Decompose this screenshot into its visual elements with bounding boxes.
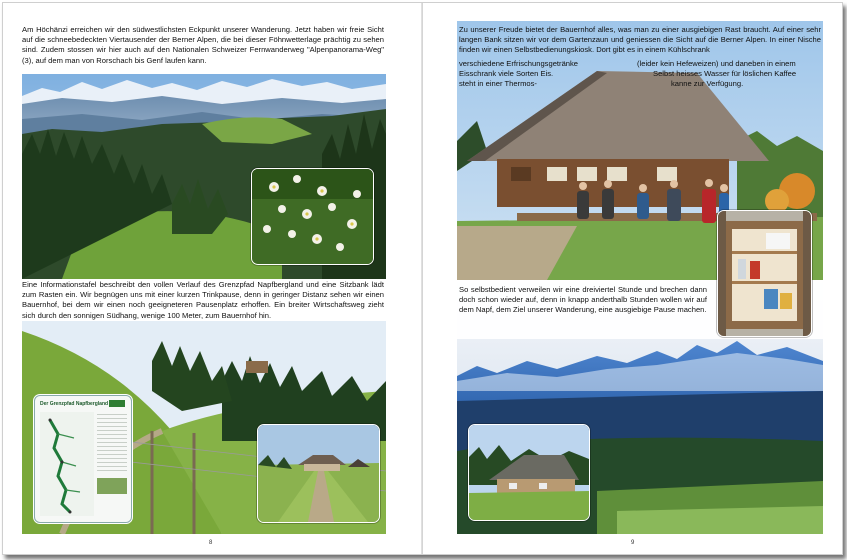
info-sign-route-map [40,412,94,516]
left-text-top: Am Höchänzi erreichen wir den südwestlichsten Eckpunkt unserer Wanderung. Jetzt haben wir freie Sicht auf die schneebedeckten Viertausender der Berner Alpen, die bei dieser Föhnwetterlage prächtig zu sehen sind. Zudem stossen wir hier auch auf den Nationalen Schweizer Fernwanderweg "Alpenpanorama-Weg" (3), auf dem man von Rorschach bis Genf laufen kann. [22,25,384,65]
right-text-top-2a: verschiedene Erfrischungsgetränke [459,59,579,68]
info-sign-grenzpfad [34,395,132,523]
info-sign-photo [97,478,127,494]
photo-inset-kiosk [717,210,812,337]
right-text-top-3b: Selbst heisses Wasser für löslichen Kaffee [653,69,797,78]
right-text-top-4b: kanne zur Verfügung. [671,79,744,88]
page-right [423,3,842,554]
right-text-top-3a: Eisschrank viele Sorten Eis. [459,69,554,78]
left-text-middle: Eine Informationstafel beschreibt den vollen Verlauf des Grenzpfad Napfbergland und eine Sitzbank lädt zum Rasten ein. Wir begnügen uns mit einer kurzen Trinkpause, denn in geringer Distanz sehen wir einen Bauernhof, bei dem wir einen noch geeigneteren Pausenplatz erhoffen. Ein breiter Wirtschaftsweg zieht sich durch den sonnigen Südhang, wenige 100 Meter, zum Bauernhof hin. [22,280,384,320]
info-sign-text-block [97,414,127,474]
book-spread [2,2,843,555]
info-sign-logo [109,400,125,407]
right-text-top-4a: steht in einer Thermos- [459,79,537,88]
photo-inset-farmhouse [468,424,590,521]
page-left [3,3,422,554]
photo-inset-flowers [251,168,374,265]
info-sign-title: Der Grenzpfad Napfbergland [40,401,109,407]
page-number-right: 9 [631,540,635,546]
right-text-top [457,21,823,88]
photo-inset-farmhouse-distance [257,424,380,523]
right-text-top-1: Zu unserer Freude bietet der Bauernhof alles, was man zu einer ausgiebigen Rast braucht. Auf einer sehr langen Bank sitzen wir vor dem Gartenzaun und geniessen die Sicht auf die Berner Alpen. In einer Nische finden wir einen Selbstbedienungskiosk. Dort gibt es in einem Kühlschrank [459,25,821,55]
page-number-left: 8 [209,540,213,546]
right-text-top-2b: (leider kein Hefeweizen) und daneben in einem [637,59,796,68]
right-text-middle: So selbstbedient verweilen wir eine dreiviertel Stunde und brechen dann doch schon wieder auf, denn in knapp anderthalb Stunden wollen wir auf dem Napf, dem Ziel unserer Wanderung, eine ausgiebige Pause machen. [459,285,707,315]
